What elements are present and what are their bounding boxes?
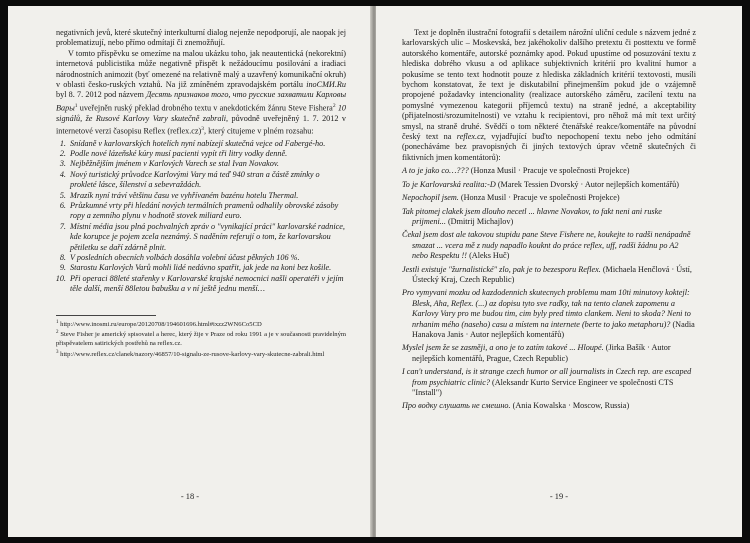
reader-comment: Tak pitomej clakek jsem dlouho necetl ... hlavne Novakov, to fakt neni ani ruske prijmeni... (Dmitrij Michajlov) [402,206,662,226]
list-item: 8. V posledních obecních volbách dosáhla volební účast pěkných 106 %. [68,253,346,263]
reader-comment: Про водку слушать не смешно. (Ania Kowalska · Moscow, Russia) [402,401,630,411]
footnote-divider [56,315,156,316]
list-item: 5. Mrazík nyní tráví většinu času ve vyhřívaném bazénu hotelu Thermal. [68,191,346,201]
czech-title: 10 signálů, že Rusové Karlovy Vary skutečně zabrali [56,103,347,123]
list-item: 4. Nový turistický průvodce Karlovými Vary má teď 940 stran a částě zmínky o prokleté lásce, šílenství a sebevraždách. [68,170,346,191]
footnote-1: $^1$ http://www.inosmi.ru/europe/20120708/194601696.html#ixzz2WN6Co5CD [56,319,262,328]
paragraph-article-intro: V tomto příspěvku se omezíme na malou ukázku toho, jak neautentická (nekorektní) internetová publicistika může negativně přispět k nežádoucímu posilování a iradiaci národnostních animozit (byť omezené na relativně malý a uzavřený komunikační okruh) v oblasti česko-ruských vztahů. Na již zmíněném zpravodajském portálu inoCMИ.Ru byl 8. 7. 2012 pod názvem Десять признаков того, что русские захватили Карловы Вары$^1$ uveřejněn ruský překlad drobného textu v anekdotickém žánru Steve Fishera$^2$ 10 signálů, že Rusové Karlovy Vary skutečně zabrali, původně uveřejněný 1. 7. 2012 v internetové verzi časopisu Reflex (reflex.cz)$^3$, který citujeme v plném rozsahu: [56,48,347,137]
site-name: reflex.cz [456,132,484,142]
reader-comment: Pro vymyvani mozku od kazdodennich skutecnych problemu mam 10ti minutovy koktejl: Blesk, Aha, Reflex. (...) az dopisu tyto sve radky, tak na tento clanek zapomenu a Karlovy Vary pro me budou tim, cim byly pred timto clankem. Neni to skoda? Neni to nrhanim mého (naseho) casu a místem na internete (berte to jako metaphoru)? (Nadia Hanakova Janis · Autor nejlepších komentářů) [402,288,695,339]
footnote-ref-3[interactable]: 3 [201,126,205,133]
list-item: 3. Nejběžnějším jménem v Karlových Varech se stal Ivan Novakov. [68,159,346,169]
list-item: 1. Snídaně v karlovarských hotelích nyní nabízejí skutečná vejce od Fabergé-ho. [68,139,346,149]
reader-comment: To je Karlovarská realita:-D (Marek Tessien Dvorský · Autor nejlepších komentářů) [402,179,680,189]
footnote-2: $^2$ Steve Fisher je americký spisovatel a herec, který žije v Praze od roku 1991 a je v současnosti pravidelným přispěvatelem satirických postřehů na reflex.cz. [56,330,346,348]
footnote-ref-2[interactable]: 2 [332,102,336,109]
reader-comment: Myslel jsem že se zasměji, a ono je to zatím takové ... Hloupé. (Jirka Bašík · Autor nejlepších komentářů, Prague, Czech Republic) [402,343,671,363]
right-page [376,6,742,537]
list-item: 7. Místní média jsou plná pochvalných zpráv o "vynikající práci" karlovarské radnice, kde korupce je pojem zcela neznámý. S naděním referují o tom, že karlovarskou pětiletku se daří zdárně plnit. [68,222,346,253]
footnote-3: $^3$ http://www.reflex.cz/clanek/nazory/46857/10-signalu-ze-rusove-karlovy-vary-skutecne-zabrali.html [56,349,325,358]
list-item: 6. Průzkumné vrty při hledání nových termálních pramenů odhalily obrovské zásoby ropy a zemního plynu v hodnotě stovek miliard euro. [68,201,346,222]
paragraph-intro-end: negativních jevů, které skutečný interkulturní dialog nejenže nepodporují, ale naopak jej problematizují, nebo přímo odmítají či znemožňují. [56,28,346,48]
list-item: 2. Podle nové lázeňské kúry musí pacienti vypít tři litry vodky denně. [68,149,346,159]
footnote-ref-1[interactable]: 1 [74,102,78,109]
paragraph-analysis: Text je doplněn ilustrační fotografií s detailem nárožní uliční cedule s názvem jedné z karlovarských ulic – Moskevská, bez jakéhokoliv dalšího pretextu či posttextu ve formě autorského komentáře, autorské poznámky apod. Pokud upustíme od posuzování textu z hlediska dobrého vkusu a od aplikace subjektivních kritérií pro kvalitní humor a pokusíme se tento text hodnotit pouze z hlediska základních kritérií textovosti, musíli bychom konstatovat, že text je diskutabilní přinejmenším pokud jde o vzájemně propojené požadavky intencionality (realizace autorského záměru, zacílení textu na pomyslné vymezenou kategorii příjemců textu) na straně jedné, a akceptability (přijatelnosti/srozumitelnosti) ve vztahu k recipientovi, pro něhož má mít text určitý smysl, na straně druhé. Svědčí o tom některé čtenářské reakce/komentáře na původní český text na reflex.cz, vyjadřující buďto nepochopení textu nebo jeho odmítání (ponecháváme bez pravopisných či jiných textových úprav včetně skutečných či fiktivních jmen komentátorů): [402,28,696,162]
list-item: 9. Starostu Karlových Varů mohli lidé nedávno spatřit, jak jede na koni bez košile. [68,263,346,273]
reader-comment: I can't understand, is it strange czech humor or all journalists in Czech rep. are escaped from psychiatric clinic? (Aleksandr Kurto Service Engineer ve společnosti CTS "Install") [402,367,692,397]
reader-comment: Nepochopil jsem. (Honza Musil · Pracuje ve společnosti Projekce) [402,193,620,203]
russian-title: Десять признаков того, что русские захватили Карловы Вары [56,90,346,113]
reader-comment: A to je jako co…??? (Honza Musil · Pracuje ve společnosti Projekce) [402,166,630,176]
left-page [8,6,372,537]
page-number-left: - 18 - [180,492,200,501]
signals-list [56,139,346,295]
reader-comment: Čekal jsem dost ale takovou stupidu pane Steve Fishere ne, koukejte to radši nenápadně smazat ... vcera mě z nudy napadlo kouknt do práce reflex, uff, radši žádnu po A2 nebo Respektu !! (Aleks Huč) [402,230,691,261]
reader-comment: Jestli existuje "žurnalistické" zlo, pak je to bezesporu Reflex. (Michaela Henčlová · Ústí, Ústecký Kraj, Czech Republic) [402,264,692,284]
list-item: 10. Při operaci 88leté stařenky v Karlovarské krajské nemocnici našli operatéři v jejím těle další, menší 88letou babušku a v ní ještě jednu menší… [68,274,346,295]
page-number-right: - 19 - [549,492,569,501]
site-name: inoCMИ.Ru [306,80,346,90]
